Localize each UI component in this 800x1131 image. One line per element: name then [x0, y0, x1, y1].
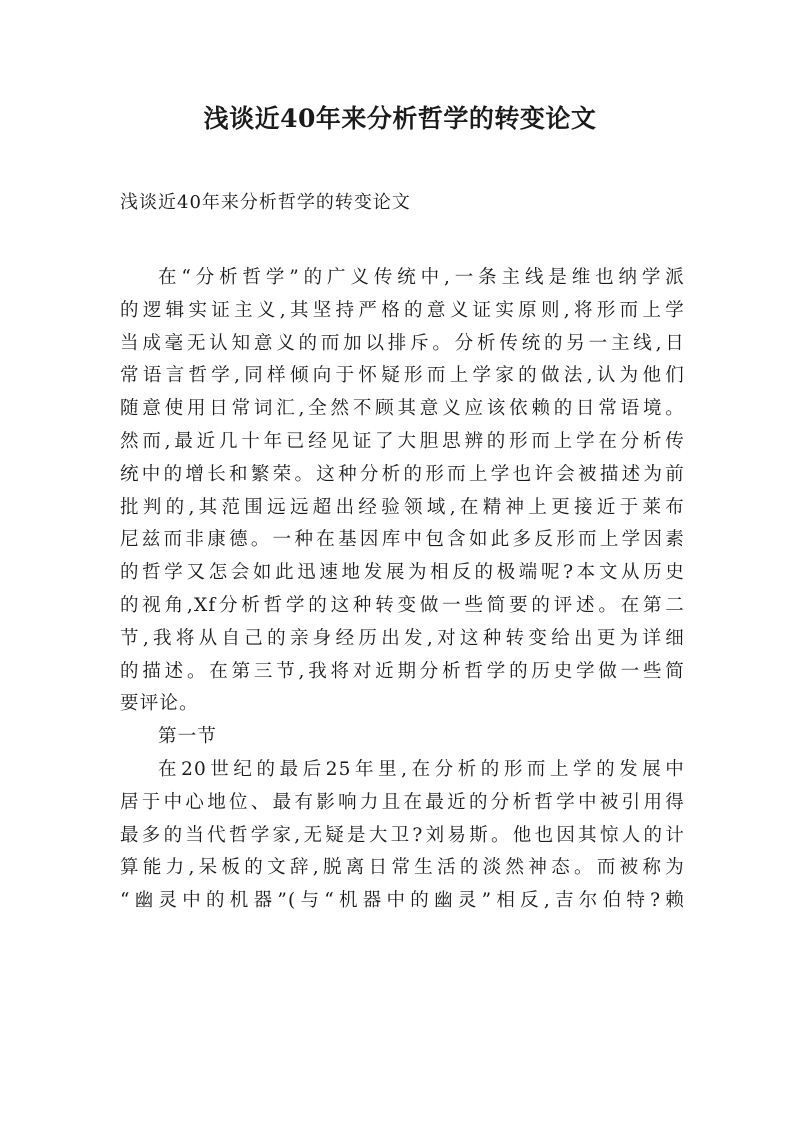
text-line: 的描述。在第三节,我将对近期分析哲学的历史学做一些简 [120, 660, 685, 682]
section-heading-text: 第一节 [158, 726, 218, 748]
text-line: 当成毫无认知意义的而加以排斥。分析传统的另一主线,日 [120, 332, 685, 354]
text-line: 尼兹而非康德。一种在基因库中包含如此多反形而上学因素 [120, 529, 685, 551]
text-line: 在20世纪的最后25年里,在分析的形而上学的发展中 [158, 758, 685, 780]
paragraph-intro [120, 262, 685, 721]
text-line: 最多的当代哲学家,无疑是大卫?刘易斯。他也因其惊人的计 [120, 824, 685, 846]
text-line: 常语言哲学,同样倾向于怀疑形而上学家的做法,认为他们 [120, 365, 685, 387]
text-line: 居于中心地位、最有影响力且在最近的分析哲学中被引用得 [120, 791, 685, 813]
text-line: “幽灵中的机器”(与“机器中的幽灵”相反,吉尔伯特?赖 [120, 890, 685, 912]
text-line: 统中的增长和繁荣。这种分析的形而上学也许会被描述为前 [120, 463, 685, 485]
document-body [120, 262, 685, 918]
text-line: 的视角,Xf分析哲学的这种转变做一些简要的评述。在第二 [120, 594, 685, 616]
text-line: 的逻辑实证主义,其坚持严格的意义证实原则,将形而上学 [120, 299, 685, 321]
text-line: 在“分析哲学”的广义传统中,一条主线是维也纳学派 [158, 267, 685, 288]
text-line: 算能力,呆板的文辞,脱离日常生活的淡然神态。而被称为 [120, 857, 685, 879]
document-title: 浅谈近40年来分析哲学的转变论文 [203, 104, 597, 133]
text-line: 要评论。 [120, 693, 199, 715]
text-line: 批判的,其范围远远超出经验领域,在精神上更接近于莱布 [120, 496, 685, 518]
text-line: 的哲学又怎会如此迅速地发展为相反的极端呢?本文从历史 [120, 562, 685, 584]
paragraph-section-one [120, 754, 685, 918]
section-heading [120, 721, 685, 754]
document-subtitle: 浅谈近40年来分析哲学的转变论文 [120, 192, 411, 213]
text-line: 随意使用日常词汇,全然不顾其意义应该依赖的日常语境。 [120, 398, 685, 420]
text-line: 节,我将从自己的亲身经历出发,对这种转变给出更为详细 [120, 627, 685, 649]
text-line: 然而,最近几十年已经见证了大胆思辨的形而上学在分析传 [120, 430, 685, 452]
